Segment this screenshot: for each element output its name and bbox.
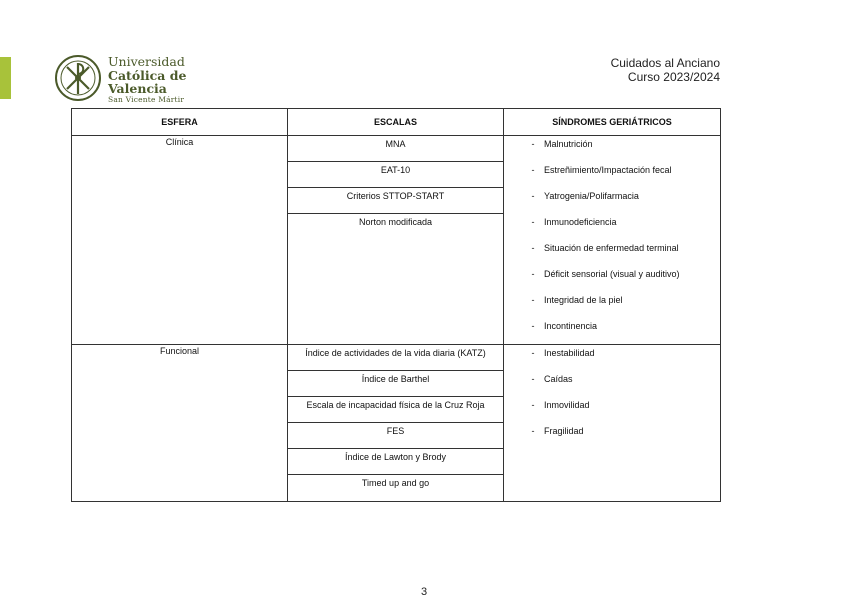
header-sindromes: SÍNDROMES GERIÁTRICOS (504, 109, 721, 136)
list-item (504, 162, 720, 188)
bullet-dash: - (531, 321, 535, 331)
scale-item: Índice de Barthel (288, 371, 503, 397)
syndrome-label: Inmovilidad (544, 400, 590, 410)
bullet-dash: - (531, 217, 535, 227)
scale-item: Norton modificada (358, 217, 433, 227)
syndrome-label: Integridad de la piel (544, 295, 623, 305)
bullet-dash: - (531, 295, 535, 305)
syndrome-label: Fragilidad (544, 426, 584, 436)
list-item (504, 240, 720, 266)
header-info (611, 56, 720, 84)
geriatric-table (71, 108, 721, 502)
logo-san-vicente: San Vicente Mártir (108, 95, 185, 104)
scale-item: MNA (288, 136, 503, 162)
list-item (504, 188, 720, 214)
syndrome-label: Malnutrición (544, 139, 593, 149)
list-item (504, 318, 720, 344)
header-escalas: ESCALAS (288, 109, 504, 136)
syndrome-label: Inmunodeficiencia (544, 217, 617, 227)
course-title: Cuidados al Anciano (610, 56, 720, 70)
syndrome-label: Caídas (544, 374, 573, 384)
list-item (504, 345, 720, 371)
table-header-row (72, 109, 721, 136)
university-logo (54, 54, 194, 104)
list-item (504, 266, 720, 292)
bullet-dash: - (531, 426, 535, 436)
accent-bar (0, 57, 11, 99)
bullet-dash: - (531, 191, 535, 201)
escalas-cell (288, 345, 504, 502)
scale-item: Escala de incapacidad física de la Cruz Roja (288, 397, 503, 423)
escalas-cell (288, 136, 504, 345)
page-number: 3 (420, 586, 428, 598)
bullet-dash: - (531, 374, 535, 384)
bullet-dash: - (531, 243, 535, 253)
scale-item: Criterios STTOP-START (288, 188, 503, 214)
esfera-cell (72, 345, 288, 502)
bullet-dash: - (531, 269, 535, 279)
logo-valencia: Valencia (108, 81, 167, 96)
scale-item: Timed up and go (361, 478, 430, 488)
sindromes-cell (504, 345, 721, 502)
header-esfera: ESFERA (72, 109, 288, 136)
logo-catolica: Católica de (108, 68, 187, 83)
syndrome-label: Estreñimiento/Impactación fecal (544, 165, 672, 175)
university-seal-icon (54, 54, 102, 102)
logo-university: Universidad (108, 54, 185, 69)
list-item (504, 371, 720, 397)
list-item (504, 423, 720, 449)
bullet-dash: - (531, 400, 535, 410)
list-item (504, 397, 720, 423)
bullet-dash: - (531, 165, 535, 175)
esfera-funcional: Funcional (159, 346, 200, 356)
list-item (504, 214, 720, 240)
syndrome-label: Situación de enfermedad terminal (544, 243, 679, 253)
scale-item: EAT-10 (288, 162, 503, 188)
table-row (72, 136, 721, 345)
list-item (504, 136, 720, 162)
syndrome-label: Inestabilidad (544, 348, 595, 358)
scale-item: FES (288, 423, 503, 449)
scale-item: Índice de actividades de la vida diaria (KATZ) (288, 345, 503, 371)
course-year: Curso 2023/2024 (627, 70, 720, 84)
scale-item: Índice de Lawton y Brody (288, 449, 503, 475)
bullet-dash: - (531, 348, 535, 358)
syndrome-label: Incontinencia (544, 321, 598, 331)
sindromes-cell (504, 136, 721, 345)
list-item (504, 292, 720, 318)
esfera-cell (72, 136, 288, 345)
table-row (72, 345, 721, 502)
syndrome-label: Yatrogenia/Polifarmacia (544, 191, 639, 201)
syndrome-label: Déficit sensorial (visual y auditivo) (544, 269, 680, 279)
esfera-clinica: Clínica (165, 137, 194, 147)
bullet-dash: - (531, 139, 535, 149)
